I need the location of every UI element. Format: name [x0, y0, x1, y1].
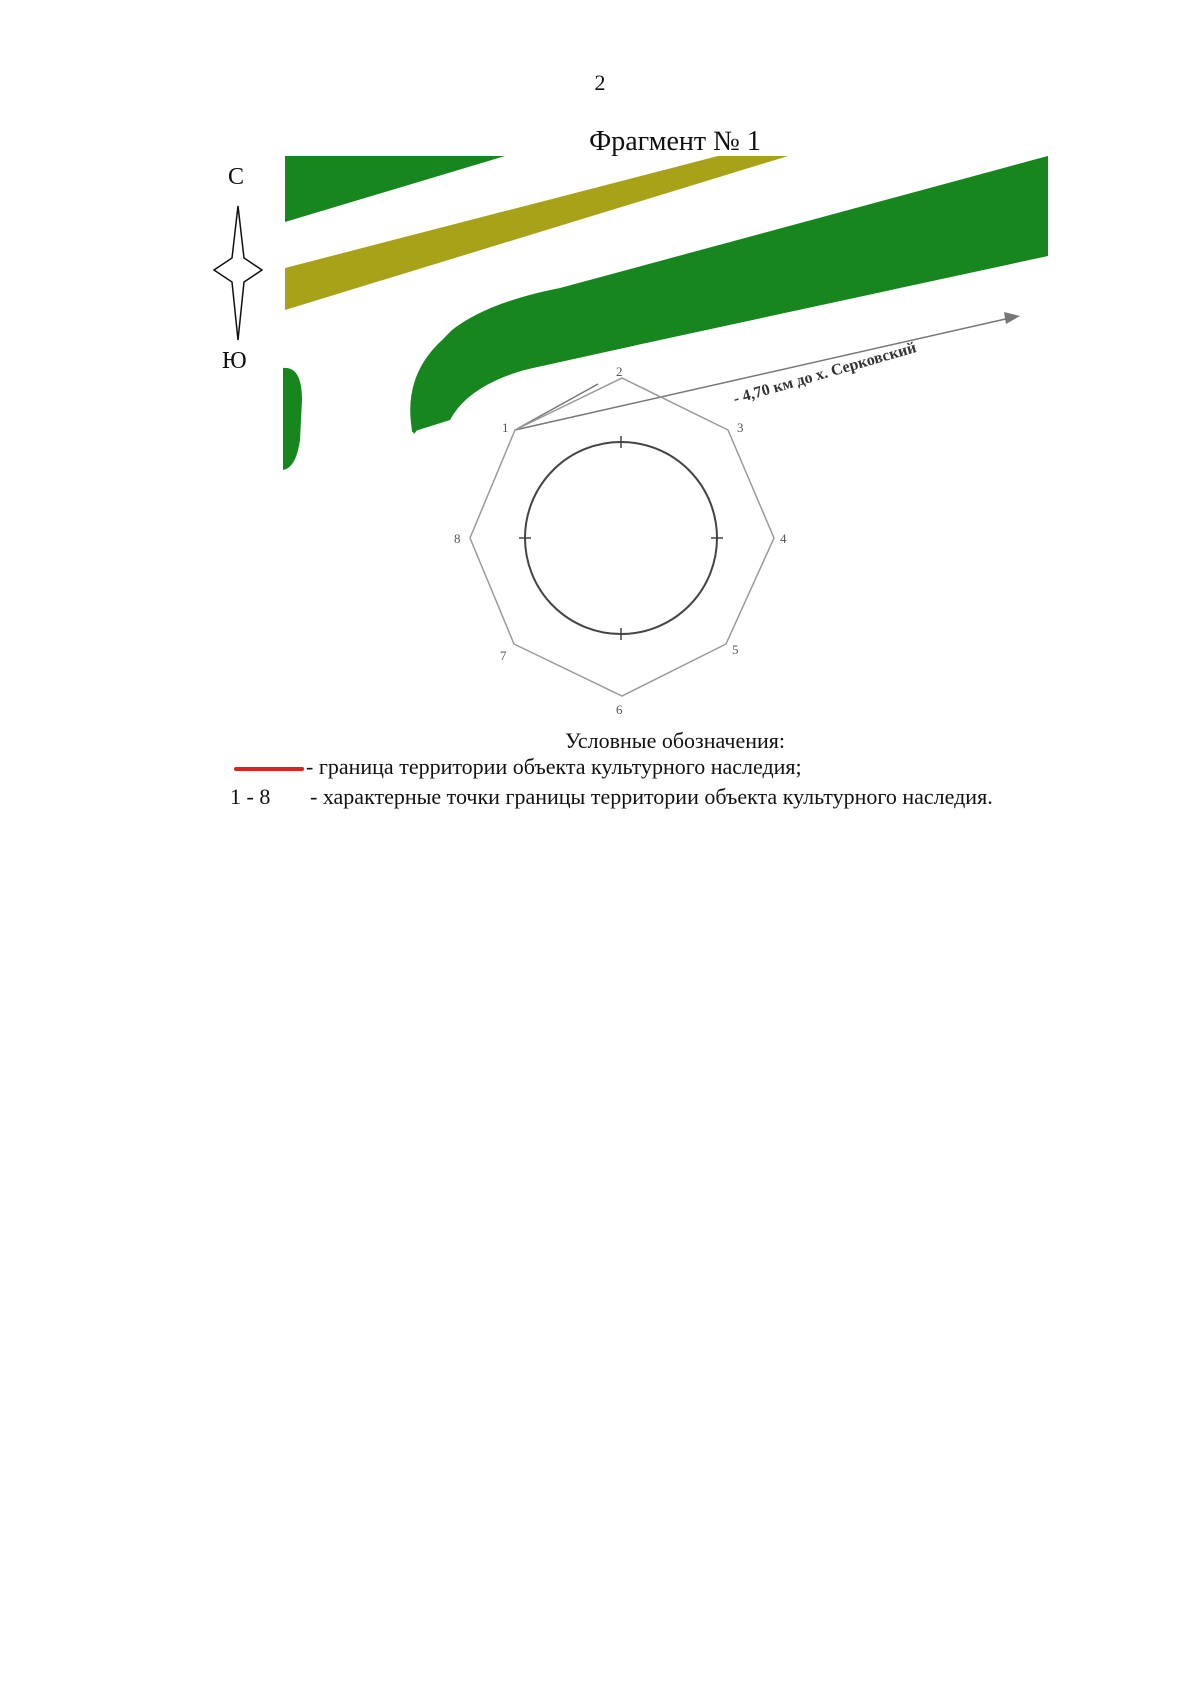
- field-green-top-left: [285, 156, 505, 222]
- compass-north-label: С: [228, 164, 245, 190]
- legend-row-points: [230, 784, 993, 810]
- boundary-polygon: [470, 378, 774, 696]
- field-green-band-fill: [412, 156, 1048, 432]
- legend-row-boundary: [234, 754, 802, 780]
- page-number: 2: [594, 70, 606, 95]
- legend-key-points: 1 - 8: [230, 784, 271, 809]
- connector-line: [515, 384, 598, 430]
- field-green-sliver: [283, 368, 302, 470]
- compass-south-label: Ю: [222, 348, 247, 374]
- boundary-point-1: 1: [502, 420, 509, 435]
- boundary-point-4: 4: [780, 531, 787, 546]
- legend-title: Условные обозначения:: [564, 728, 786, 753]
- boundary-point-7: 7: [500, 648, 507, 663]
- boundary-point-3: 3: [737, 420, 744, 435]
- map: [0, 0, 1200, 820]
- road-distance-label: - 4,70 км до х. Серковский: [731, 339, 919, 408]
- circle-ticks: [519, 436, 723, 640]
- boundary-point-5: 5: [732, 642, 739, 657]
- legend-text-points: - характерные точки границы территории объекта культурного наследия.: [310, 784, 993, 809]
- arrow-head-icon: [1004, 312, 1020, 324]
- legend-text-boundary: - граница территории объекта культурного наследия;: [306, 754, 802, 779]
- object-circle: [525, 442, 717, 634]
- boundary-point-2: 2: [616, 364, 623, 379]
- compass-rose-icon: [214, 206, 262, 340]
- legend-swatch-red-line-icon: [234, 767, 304, 771]
- boundary-point-6: 6: [616, 702, 623, 717]
- fragment-title: Фрагмент № 1: [589, 126, 761, 157]
- boundary-point-8: 8: [454, 531, 461, 546]
